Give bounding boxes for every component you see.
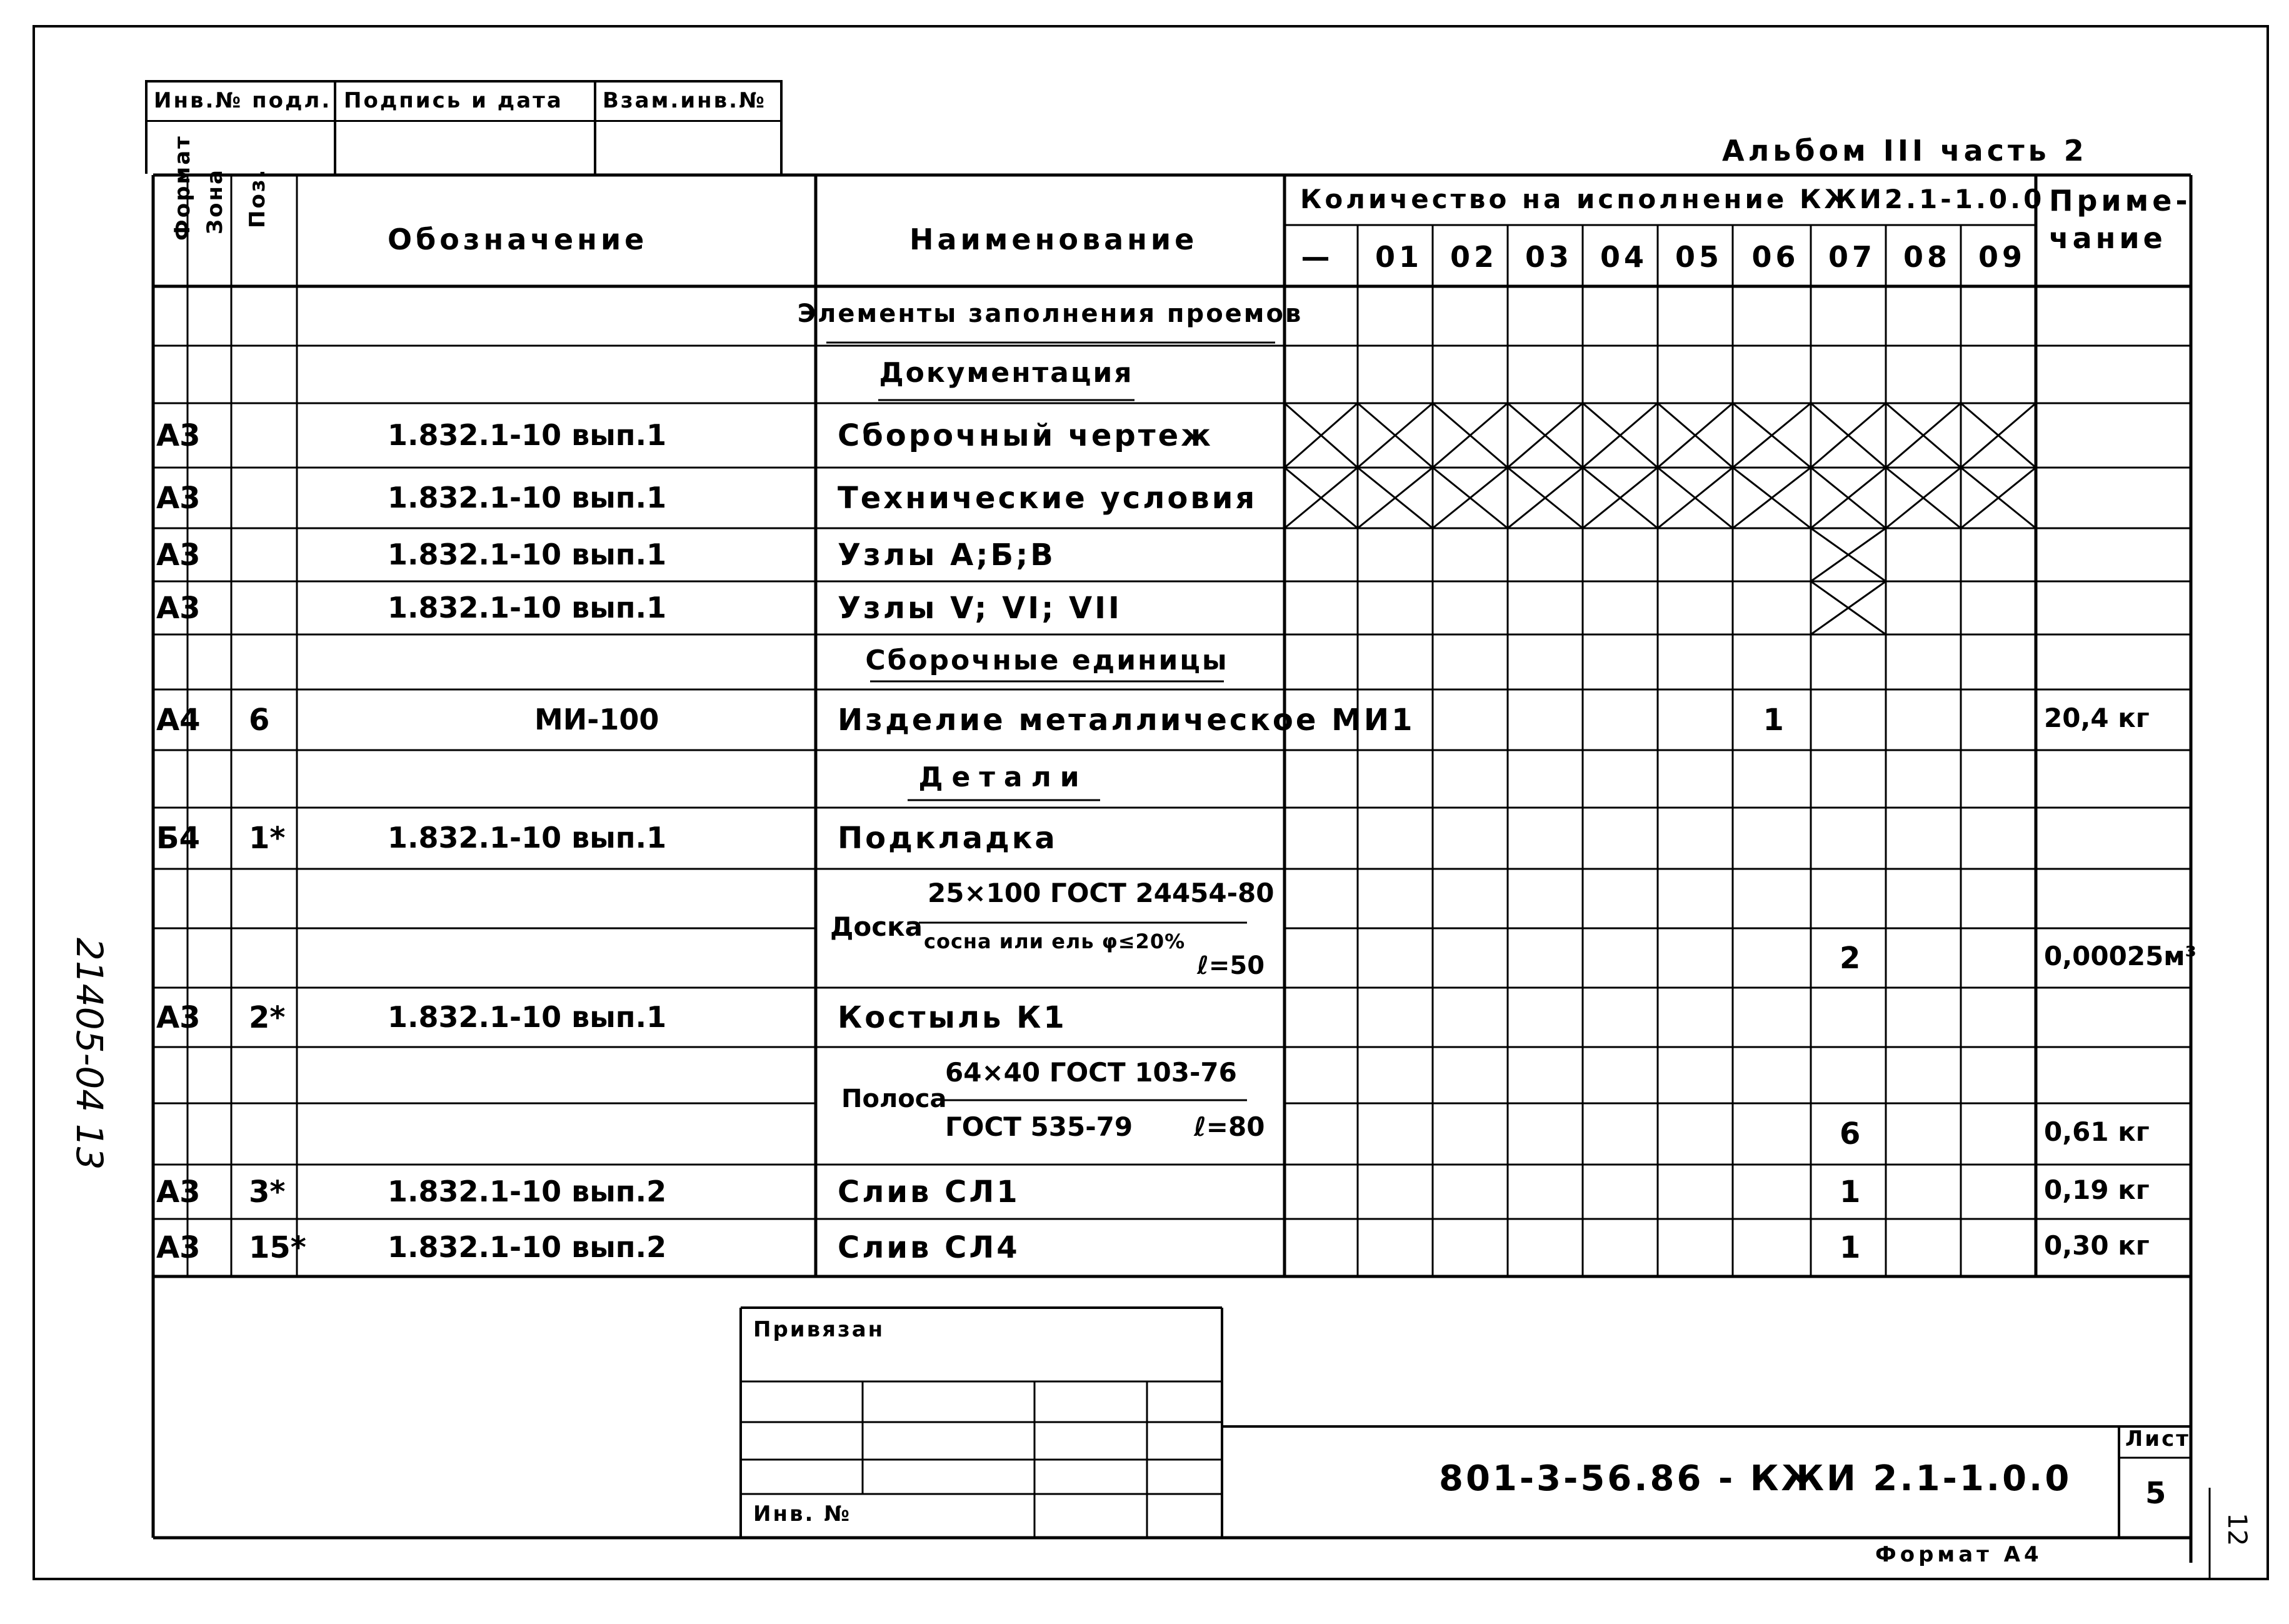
variant-header-06: 06: [1751, 240, 1800, 274]
variant-header-base: —: [1301, 240, 1334, 274]
row-oboznachenie: 1.832.1-10 вып.2: [388, 1230, 667, 1264]
row-qty: 1: [1840, 1174, 1861, 1210]
row-poz: 6: [249, 702, 270, 738]
doska-label: Доска: [830, 911, 923, 942]
row-naimenovanie: Костыль К1: [838, 1000, 1067, 1035]
sheet-number: 5: [2145, 1476, 2166, 1511]
header-zona: Зона: [203, 168, 228, 234]
row-naimenovanie: Технические условия: [838, 480, 1258, 516]
row-section-heading: Документация: [879, 357, 1134, 389]
variant-header-03: 03: [1525, 240, 1573, 274]
variant-header-05: 05: [1675, 240, 1723, 274]
sheet-label: Лист: [2125, 1426, 2190, 1451]
polosa-label: Полоса: [841, 1085, 947, 1113]
row-format: А3: [156, 537, 201, 573]
row-format: А3: [156, 1174, 201, 1210]
row-note: 0,19 кг: [2044, 1174, 2150, 1205]
row-naimenovanie: Сборочный чертеж: [838, 418, 1213, 453]
stamp-podpis-data: Подпись и дата: [344, 88, 563, 113]
row-naimenovanie: Слив СЛ4: [838, 1230, 1020, 1265]
side-archive-number: 21405-04 13: [68, 938, 111, 1170]
row-poz: 2*: [249, 1000, 286, 1035]
row-oboznachenie: 1.832.1-10 вып.1: [388, 821, 667, 855]
row-poz: 3*: [249, 1174, 286, 1210]
header-primechanie-2: чание: [2049, 221, 2166, 255]
row-note: 0,00025м³: [2044, 940, 2197, 971]
header-kolichestvo: Количество на исполнение КЖИ2.1-1.0.0: [1300, 184, 2045, 214]
variant-header-09: 09: [1978, 240, 2026, 274]
row-naimenovanie: Слив СЛ1: [838, 1174, 1020, 1210]
row-naimenovanie: Узлы А;Б;В: [838, 537, 1056, 573]
row-poz: 1*: [249, 821, 286, 856]
row-format: Б4: [156, 821, 200, 856]
row-qty: 1: [1763, 702, 1784, 738]
row-format: А3: [156, 418, 201, 453]
row-oboznachenie: 1.832.1-10 вып.1: [388, 590, 667, 624]
stamp-vzam-inv: Взам.инв.№: [603, 88, 766, 113]
row-section-heading: Сборочные единицы: [865, 644, 1229, 676]
row-format: А3: [156, 480, 201, 516]
album-label: Альбом III часть 2: [1722, 134, 2088, 168]
row-note: 0,61 кг: [2044, 1116, 2150, 1147]
row-qty: 2: [1840, 940, 1861, 976]
doska-numerator: 25×100 ГОСТ 24454-80: [928, 878, 1275, 908]
row-qty: 1: [1840, 1230, 1861, 1265]
header-poz: Поз.: [245, 168, 270, 228]
doska-length: ℓ=50: [1197, 951, 1265, 980]
row-section-heading: Элементы заполнения проемов: [797, 299, 1303, 328]
variant-header-04: 04: [1600, 240, 1648, 274]
header-format: Формат: [170, 134, 195, 241]
stamp-inv-podl: Инв.№ подл.: [154, 88, 332, 113]
row-naimenovanie: Подкладка: [838, 821, 1058, 856]
polosa-denominator: ГОСТ 535-79: [945, 1111, 1133, 1142]
designation: 801-3-56.86 - КЖИ 2.1-1.0.0: [1439, 1458, 2072, 1499]
row-oboznachenie: 1.832.1-10 вып.1: [388, 418, 667, 452]
row-oboznachenie: МИ-100: [534, 702, 659, 736]
row-oboznachenie: 1.832.1-10 вып.1: [388, 480, 667, 514]
row-format: А3: [156, 1000, 201, 1035]
row-format: А4: [156, 702, 201, 738]
row-oboznachenie: 1.832.1-10 вып.2: [388, 1174, 667, 1208]
polosa-numerator: 64×40 ГОСТ 103-76: [945, 1057, 1237, 1088]
header-oboznachenie: Обозначение: [388, 223, 648, 256]
format-label: Формат А4: [1875, 1542, 2043, 1567]
row-format: А3: [156, 1230, 201, 1265]
privyazan-label: Привязан: [753, 1317, 885, 1342]
header-primechanie-1: Приме-: [2049, 184, 2191, 218]
variant-header-02: 02: [1450, 240, 1498, 274]
row-oboznachenie: 1.832.1-10 вып.1: [388, 537, 667, 571]
inv-no-label: Инв. №: [753, 1501, 852, 1526]
row-oboznachenie: 1.832.1-10 вып.1: [388, 1000, 667, 1034]
row-note: 0,30 кг: [2044, 1230, 2150, 1261]
polosa-length: ℓ=80: [1194, 1111, 1265, 1142]
page-number: 12: [2222, 1513, 2253, 1546]
row-qty: 6: [1840, 1116, 1861, 1151]
row-note: 20,4 кг: [2044, 702, 2150, 733]
variant-header-08: 08: [1903, 240, 1951, 274]
row-naimenovanie: Узлы V; VI; VII: [838, 590, 1122, 626]
doska-denominator: сосна или ель φ≤20%: [924, 930, 1186, 953]
row-naimenovanie: Изделие металлическое МИ1: [838, 702, 1415, 738]
header-naimenovanie: Наименование: [909, 223, 1198, 256]
row-poz: 15*: [249, 1230, 306, 1265]
row-format: А3: [156, 590, 201, 626]
row-section-heading: Детали: [918, 761, 1088, 793]
variant-header-07: 07: [1828, 240, 1876, 274]
variant-header-01: 01: [1375, 240, 1423, 274]
